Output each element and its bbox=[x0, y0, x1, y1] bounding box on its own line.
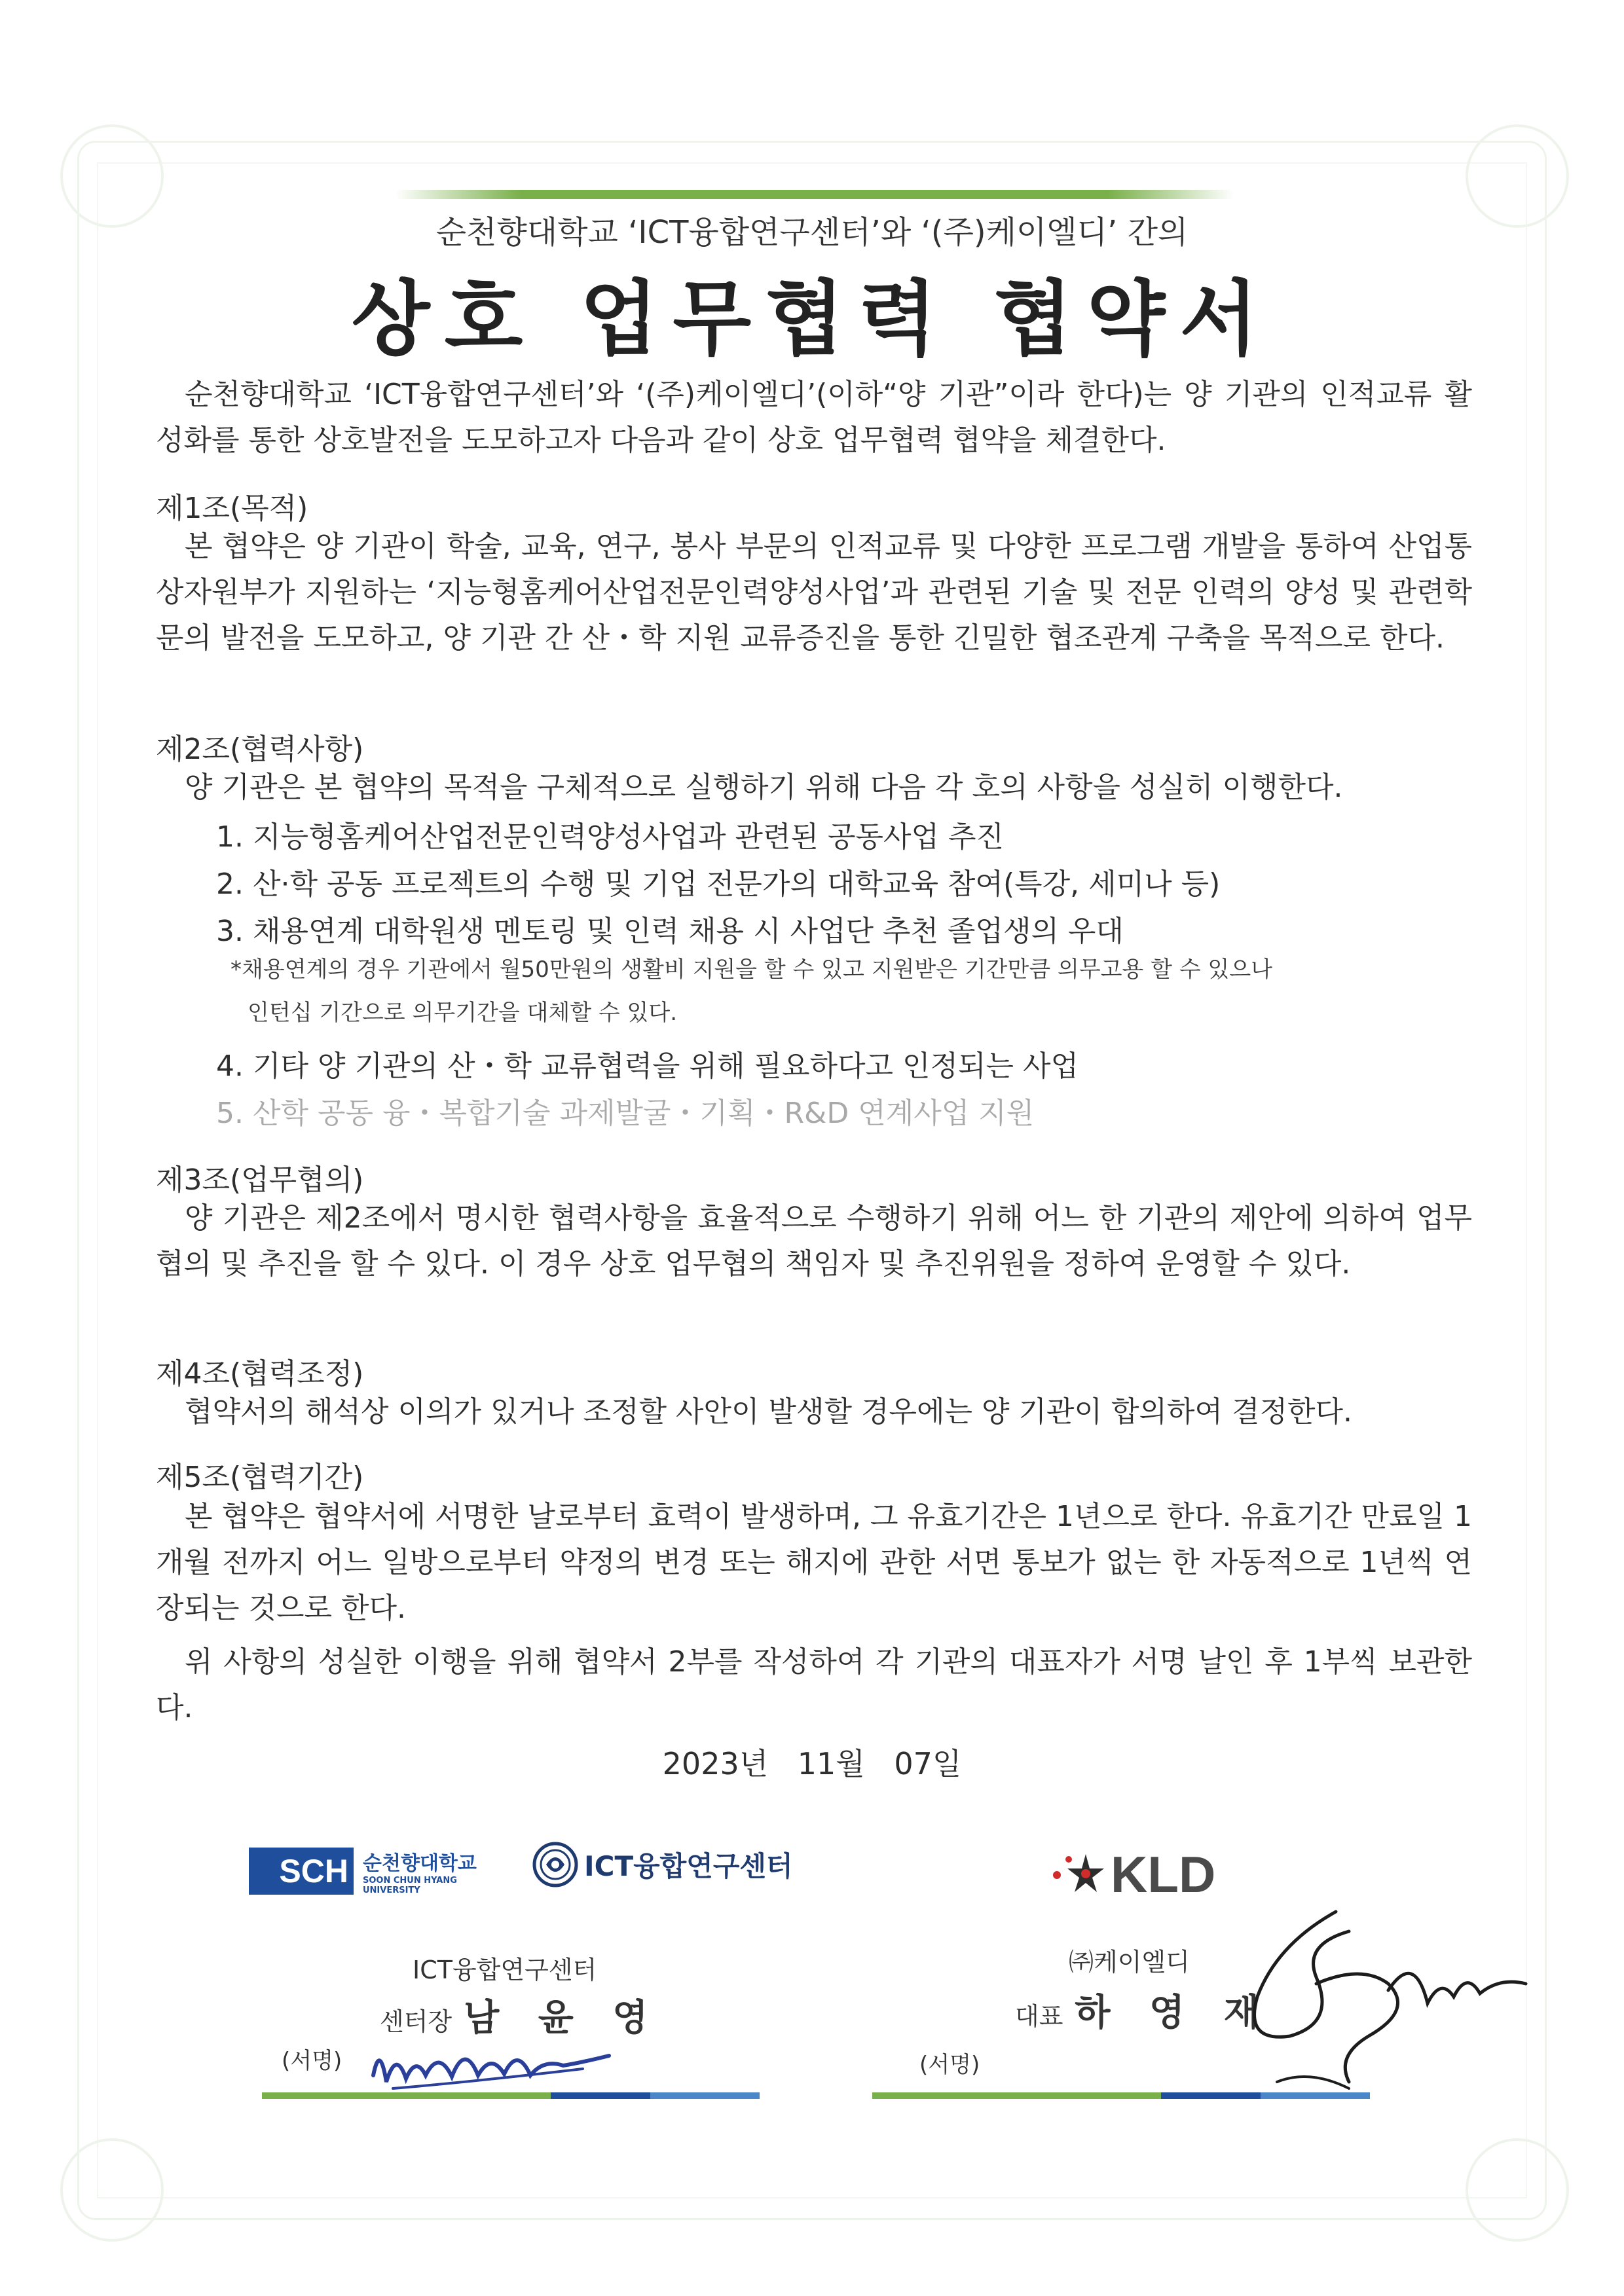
left-signatory-name: 남 윤 영 bbox=[464, 1997, 661, 2039]
right-org-name: ㈜케이엘디 bbox=[1069, 1948, 1190, 1977]
left-org-name: ICT융합연구센터 bbox=[413, 1956, 597, 1984]
article-2-heading: 제2조(협력사항) bbox=[156, 733, 364, 766]
article-2-item-1: 1. 지능형홈케어산업전문인력양성사업과 관련된 공동사업 추진 bbox=[216, 820, 1005, 854]
article-2-item-2: 2. 산·학 공동 프로젝트의 수행 및 기업 전문가의 대학교육 참여(특강, 세미나 등) bbox=[216, 867, 1221, 901]
border-ornament-bottom-left bbox=[60, 2138, 164, 2242]
preamble: 순천향대학교 ‘ICT융합연구센터’와 ‘(주)케이엘디’(이하“양 기관”이라 한다)는 양 기관의 인적교류 활성화를 통한 상호발전을 도모하고자 다음과 같이 상호 업무협력 협약을 체결한다. bbox=[156, 378, 1472, 457]
article-2-item-3: 3. 채용연계 대학원생 멘토링 및 인력 채용 시 사업단 추천 졸업생의 우대 bbox=[216, 915, 1124, 948]
kld-star-icon bbox=[1048, 1849, 1107, 1901]
right-handwritten-signature bbox=[1218, 1886, 1545, 2108]
ict-center-logo bbox=[532, 1838, 793, 1891]
sch-logo-mark: SCH bbox=[249, 1848, 354, 1895]
document-subtitle: 순천향대학교 ‘ICT융합연구센터’와 ‘(주)케이엘디’ 간의 bbox=[435, 214, 1189, 251]
article-2-intro: 양 기관은 본 협약의 목적을 구체적으로 실행하기 위해 다음 각 호의 사항을 성실히 이행한다. bbox=[185, 771, 1343, 804]
article-2-note-line-2: 인턴십 기간으로 의무기간을 대체할 수 있다. bbox=[248, 1000, 678, 1026]
signing-date: 2023년 11월 07일 bbox=[662, 1746, 962, 1781]
document-title: 상호 업무협력 협약서 bbox=[351, 272, 1273, 367]
article-2-item-5: 5. 산학 공동 융・복합기술 과제발굴・기획・R&D 연계사업 지원 bbox=[216, 1097, 1035, 1130]
right-signatory-name: 하 영 재 bbox=[1075, 1992, 1272, 2034]
article-1-text: 본 협약은 양 기관이 학술, 교육, 연구, 봉사 부문의 인적교류 및 다양한 프로그램 개발을 통하여 산업통상자원부가 지원하는 ‘지능형홈케어산업전문인력양성사업’과 관련된 기술 및 전문 인력의 양성 및 관련학문의 발전을 도모하고, 양 기관 간 산・학 지원 교류증진을 통한 긴밀한 협조관계 구축을 목적으로 한다. bbox=[156, 530, 1472, 655]
closing-text: 위 사항의 성실한 이행을 위해 협약서 2부를 작성하여 각 기관의 대표자가 서명 날인 후 1부씩 보관한다. bbox=[156, 1645, 1472, 1724]
left-handwritten-signature bbox=[367, 2030, 616, 2102]
sch-logo-korean: 순천향대학교 bbox=[363, 1852, 477, 1875]
kld-logo-text: KLD bbox=[1111, 1846, 1216, 1903]
article-5-heading: 제5조(협력기간) bbox=[156, 1461, 364, 1494]
sch-logo-text bbox=[363, 1847, 477, 1895]
border-ornament-bottom-right bbox=[1466, 2138, 1569, 2242]
article-2-note bbox=[231, 948, 1468, 1034]
kld-logo bbox=[1048, 1845, 1215, 1904]
article-3-heading: 제3조(업무협의) bbox=[156, 1163, 364, 1197]
left-signature-bar bbox=[262, 2092, 760, 2099]
right-signature-label: (서명) bbox=[919, 2052, 980, 2078]
article-3-text: 양 기관은 제2조에서 명시한 협력사항을 효율적으로 수행하기 위해 어느 한 기관의 제안에 의하여 업무협의 및 추진을 할 수 있다. 이 경우 상호 업무협의 책임자 및 추진위원을 정하여 운영할 수 있다. bbox=[156, 1201, 1472, 1281]
sch-logo-english-1: SOON CHUN HYANG bbox=[363, 1876, 457, 1886]
right-signatory-role: 대표 bbox=[1015, 2002, 1063, 2031]
ict-emblem-icon bbox=[532, 1838, 579, 1891]
article-1-heading: 제1조(목적) bbox=[156, 492, 308, 525]
left-signatory-role: 센터장 bbox=[380, 2007, 452, 2036]
sch-logo-english-2: UNIVERSITY bbox=[363, 1886, 420, 1895]
left-signature-label: (서명) bbox=[282, 2048, 342, 2074]
article-4-text: 협약서의 해석상 이의가 있거나 조정할 사안이 발생할 경우에는 양 기관이 합의하여 결정한다. bbox=[185, 1395, 1352, 1429]
article-2-item-4: 4. 기타 양 기관의 산・학 교류협력을 위해 필요하다고 인정되는 사업 bbox=[216, 1049, 1079, 1083]
ict-logo-text: ICT융합연구센터 bbox=[584, 1850, 793, 1882]
article-2-note-line-1: *채용연계의 경우 기관에서 월50만원의 생활비 지원을 할 수 있고 지원받은 기간만큼 의무고용 할 수 있으나 bbox=[231, 957, 1273, 983]
right-signature-bar bbox=[872, 2092, 1370, 2099]
sch-logo bbox=[249, 1848, 477, 1895]
title-decor-bar bbox=[396, 190, 1234, 199]
article-4-heading: 제4조(협력조정) bbox=[156, 1357, 364, 1391]
article-5-text: 본 협약은 협약서에 서명한 날로부터 효력이 발생하며, 그 유효기간은 1년으로 한다. 유효기간 만료일 1개월 전까지 어느 일방으로부터 약정의 변경 또는 해지에 관한 서면 통보가 없는 한 자동적으로 1년씩 연장되는 것으로 한다. bbox=[156, 1500, 1472, 1625]
